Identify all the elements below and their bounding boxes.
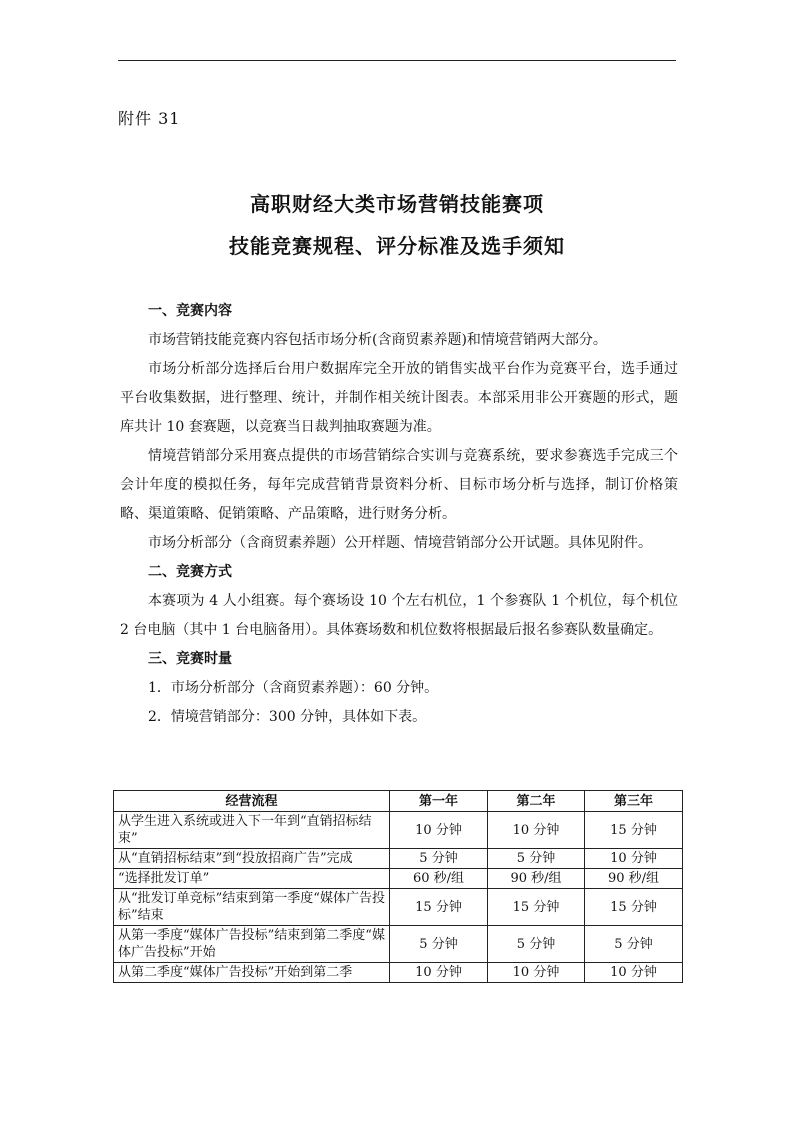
paragraph: 市场营销技能竞赛内容包括市场分析(含商贸素养题)和情境营销两大部分。 [148, 332, 607, 348]
paragraph: 市场分析部分（含商贸素养题）公开样题、情境营销部分公开试题。具体见附件。 [148, 535, 652, 551]
table-header-row [114, 791, 683, 812]
attachment-label: 附件 31 [118, 109, 181, 128]
list-item: 2．情境营销部分：300 分钟，具体如下表。 [148, 709, 427, 725]
header-rule [118, 60, 676, 61]
table-cell-year-3: 90 秒/组 [585, 869, 683, 889]
table-cell-year-1: 10 分钟 [390, 963, 488, 983]
table-row [114, 812, 683, 849]
column-header-process: 经营流程 [114, 791, 390, 812]
table-cell-year-2: 10 分钟 [488, 812, 585, 849]
table-cell-year-2: 15 分钟 [488, 889, 585, 926]
table-cell-step: 从第二季度“媒体广告投标”开始到第二季 [114, 963, 390, 983]
table-cell-year-1: 60 秒/组 [390, 869, 488, 889]
section-heading-duration: 三、竞赛时量 [148, 651, 232, 667]
table-cell-year-3: 15 分钟 [585, 812, 683, 849]
table-cell-year-2: 5 分钟 [488, 849, 585, 869]
section-heading-content: 一、竞赛内容 [148, 303, 232, 319]
table-cell-year-3: 10 分钟 [585, 963, 683, 983]
table-row [114, 963, 683, 983]
table-cell-year-3: 15 分钟 [585, 889, 683, 926]
table-cell-year-3: 10 分钟 [585, 849, 683, 869]
table-cell-year-2: 90 秒/组 [488, 869, 585, 889]
table-cell-year-1: 10 分钟 [390, 812, 488, 849]
table-cell-step: 从学生进入系统或进入下一年到“直销招标结束” [114, 812, 390, 849]
table-row [114, 869, 683, 889]
table-cell-step: 从“批发订单竞标”结束到第一季度“媒体广告投标”结束 [114, 889, 390, 926]
table-cell-year-3: 5 分钟 [585, 926, 683, 963]
paragraph: 本赛项为 4 人小组赛。每个赛场设 10 个左右机位，1 个参赛队 1 个机位，每个机位 2 台电脑（其中 1 台电脑备用）。具体赛场数和机位数将根据最后报名参赛队数量确定。 [120, 593, 678, 638]
section-heading-format: 二、竞赛方式 [148, 564, 232, 580]
table-cell-step: “选择批发订单” [114, 869, 390, 889]
table-cell-year-1: 15 分钟 [390, 889, 488, 926]
document-title-line-1: 高职财经大类市场营销技能赛项 [250, 192, 544, 216]
table-cell-year-1: 5 分钟 [390, 926, 488, 963]
column-header-year-3: 第三年 [585, 791, 683, 812]
table-cell-step: 从第一季度“媒体广告投标”结束到第二季度“媒体广告投标”开始 [114, 926, 390, 963]
document-body [120, 297, 678, 732]
document-title-line-2: 技能竞赛规程、评分标准及选手须知 [229, 234, 565, 258]
paragraph: 市场分析部分选择后台用户数据库完全开放的销售实战平台作为竞赛平台，选手通过平台收集数据，进行整理、统计，并制作相关统计图表。本部采用非公开赛题的形式，题库共计 10 套赛题，以竞赛当日裁判抽取赛题为准。 [120, 361, 678, 435]
paragraph: 情境营销部分采用赛点提供的市场营销综合实训与竞赛系统，要求参赛选手完成三个会计年度的模拟任务，每年完成营销背景资料分析、目标市场分析与选择，制订价格策略、渠道策略、促销策略、产品策略，进行财务分析。 [120, 448, 678, 522]
table-cell-step: 从“直销招标结束”到“投放招商广告”完成 [114, 849, 390, 869]
column-header-year-1: 第一年 [390, 791, 488, 812]
schedule-table [113, 790, 683, 983]
table-row [114, 889, 683, 926]
list-item: 1．市场分析部分（含商贸素养题）：60 分钟。 [148, 680, 439, 696]
column-header-year-2: 第二年 [488, 791, 585, 812]
table-cell-year-2: 10 分钟 [488, 963, 585, 983]
table-row [114, 926, 683, 963]
table-cell-year-2: 5 分钟 [488, 926, 585, 963]
table-row [114, 849, 683, 869]
table-cell-year-1: 5 分钟 [390, 849, 488, 869]
